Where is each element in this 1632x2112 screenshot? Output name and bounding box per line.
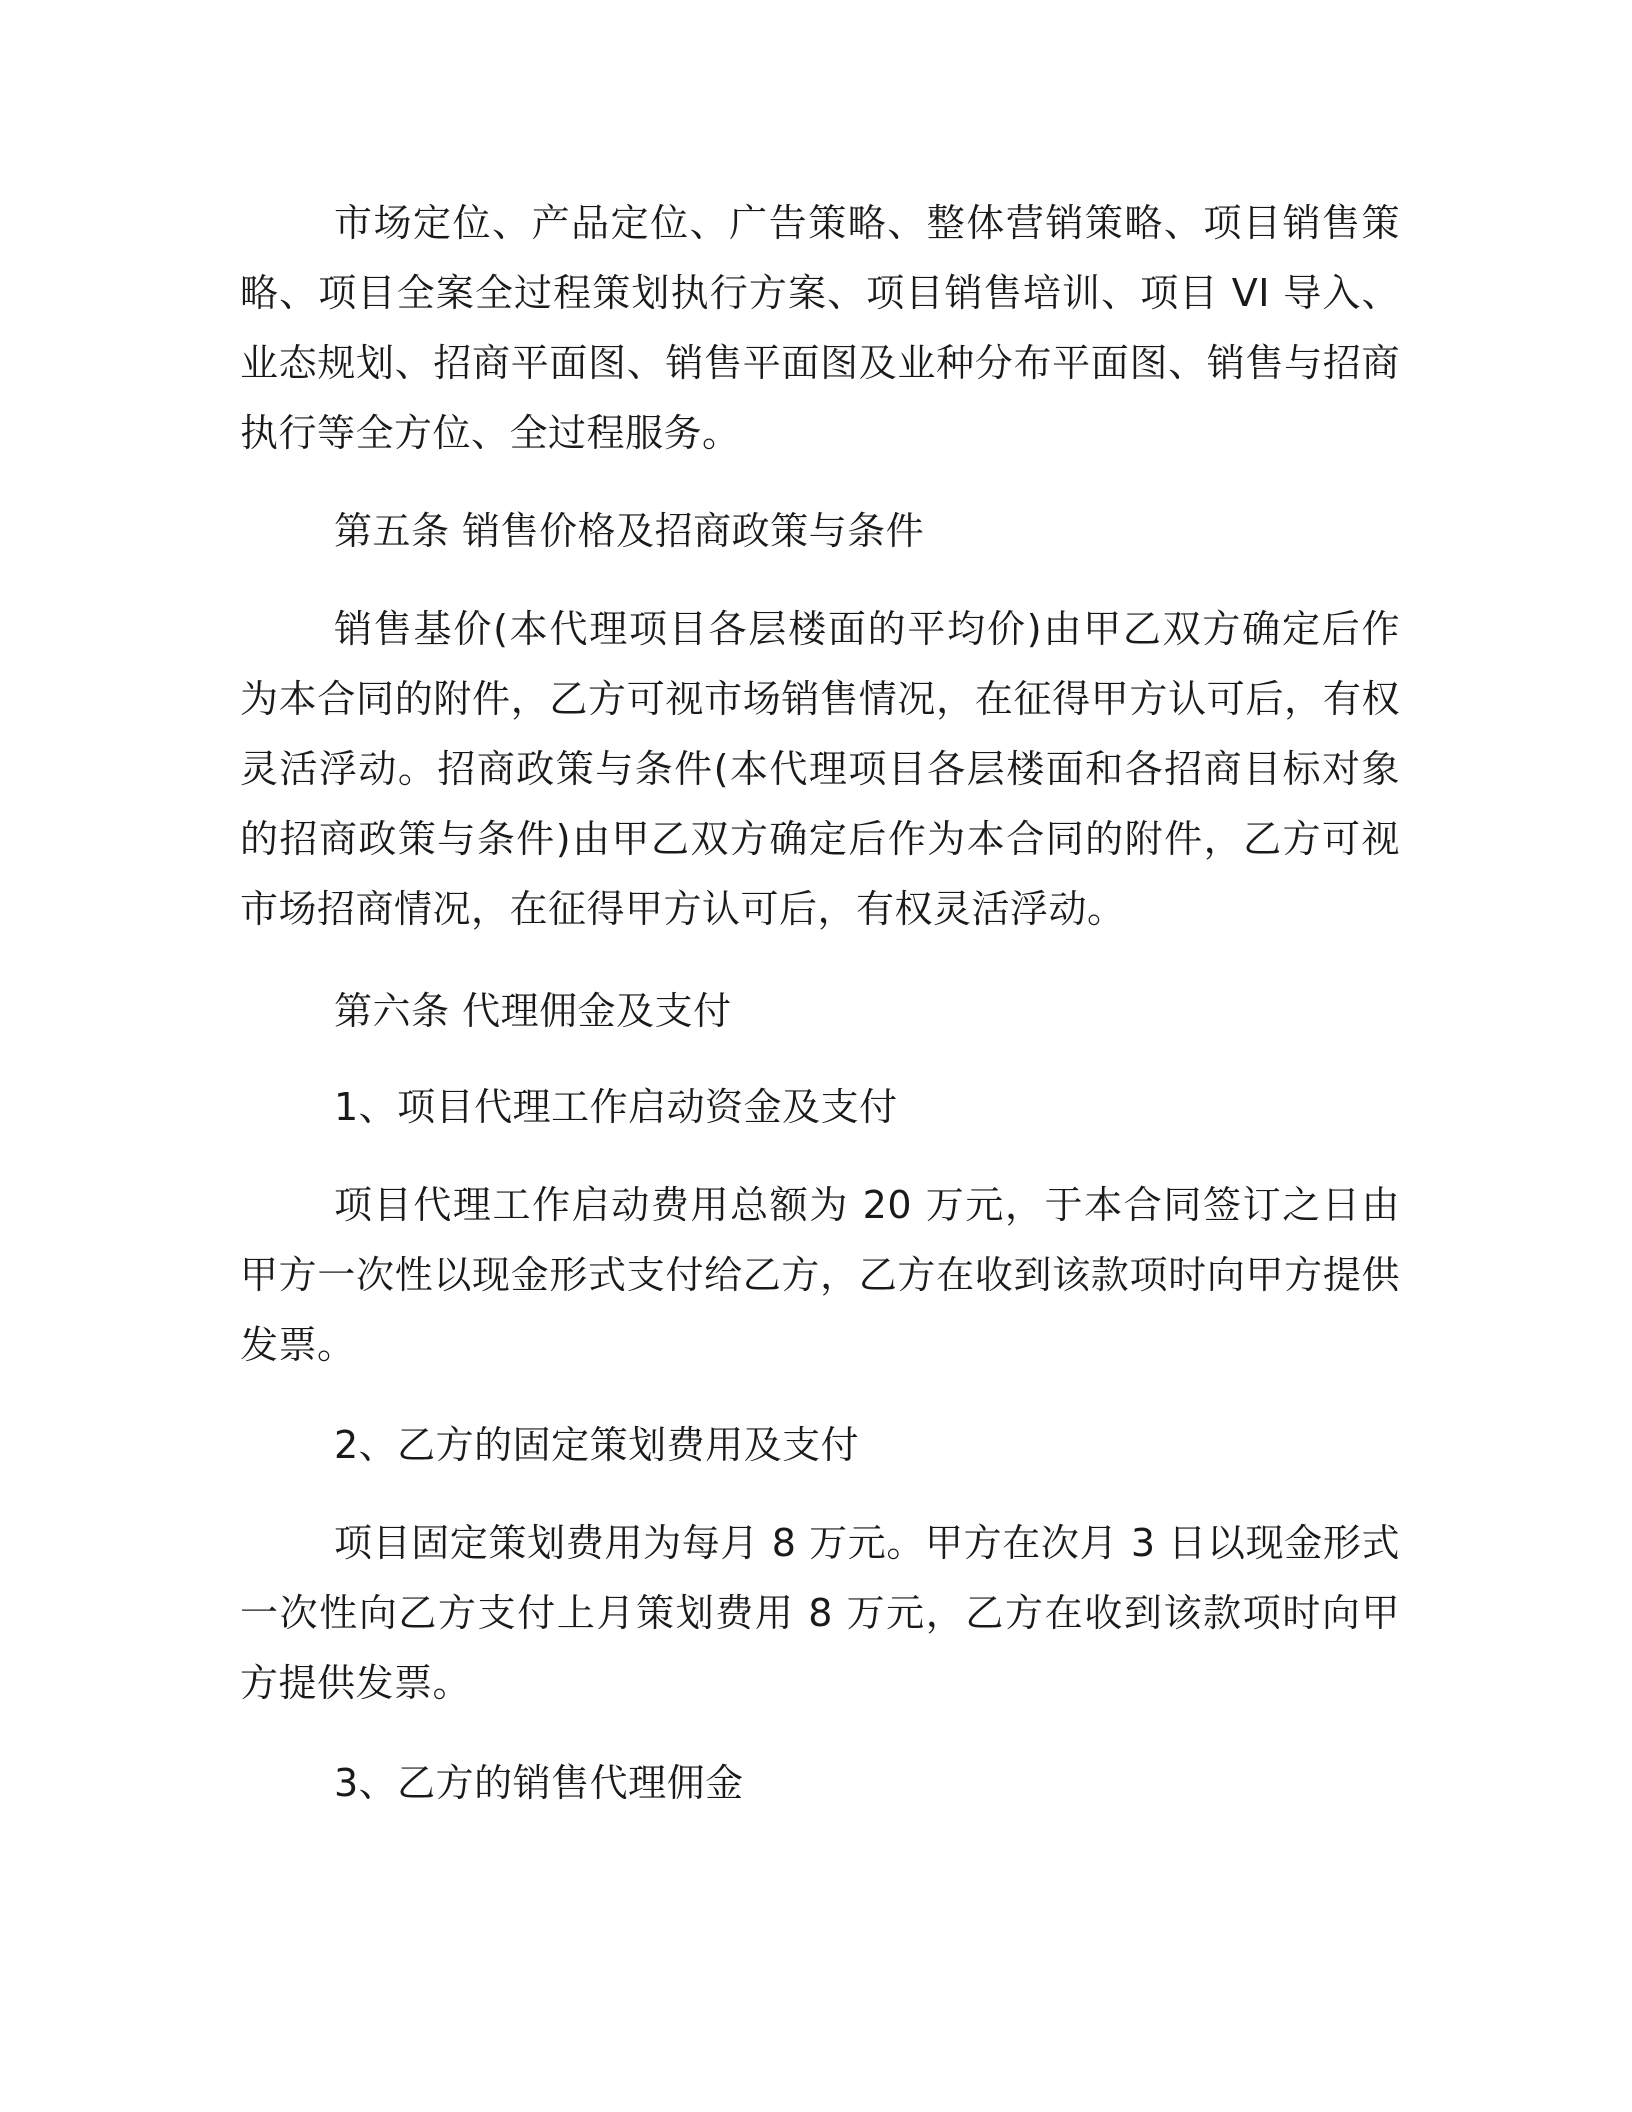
paragraph-pricing-policy: 销售基价(本代理项目各层楼面的平均价)由甲乙双方确定后作为本合同的附件，乙方可视市场销售情况，在征得甲方认可后，有权灵活浮动。招商政策与条件(本代理项目各层楼面和各招商目标对象的招商政策与条件)由甲乙双方确定后作为本合同的附件，乙方可视市场招商情况，在征得甲方认可后，有权灵活浮动。: [240, 607, 1400, 931]
article-5-heading: 第五条 销售价格及招商政策与条件: [334, 509, 925, 553]
item-2-heading: 2、乙方的固定策划费用及支付: [334, 1423, 860, 1467]
paragraph-fixed-planning-fee: 项目固定策划费用为每月 8 万元。甲方在次月 3 日以现金形式一次性向乙方支付上月策划费用 8 万元，乙方在收到该款项时向甲方提供发票。: [240, 1521, 1400, 1705]
item-1-heading: 1、项目代理工作启动资金及支付: [334, 1085, 898, 1129]
item-3-heading: 3、乙方的销售代理佣金: [334, 1761, 744, 1805]
paragraph-startup-fee: 项目代理工作启动费用总额为 20 万元，于本合同签订之日由甲方一次性以现金形式支付给乙方，乙方在收到该款项时向甲方提供发票。: [240, 1183, 1400, 1367]
paragraph-service-scope: 市场定位、产品定位、广告策略、整体营销策略、项目销售策略、项目全案全过程策划执行方案、项目销售培训、项目 VI 导入、业态规划、招商平面图、销售平面图及业种分布平面图、销售与招商执行等全方位、全过程服务。: [240, 201, 1400, 455]
article-6-heading: 第六条 代理佣金及支付: [334, 989, 732, 1033]
